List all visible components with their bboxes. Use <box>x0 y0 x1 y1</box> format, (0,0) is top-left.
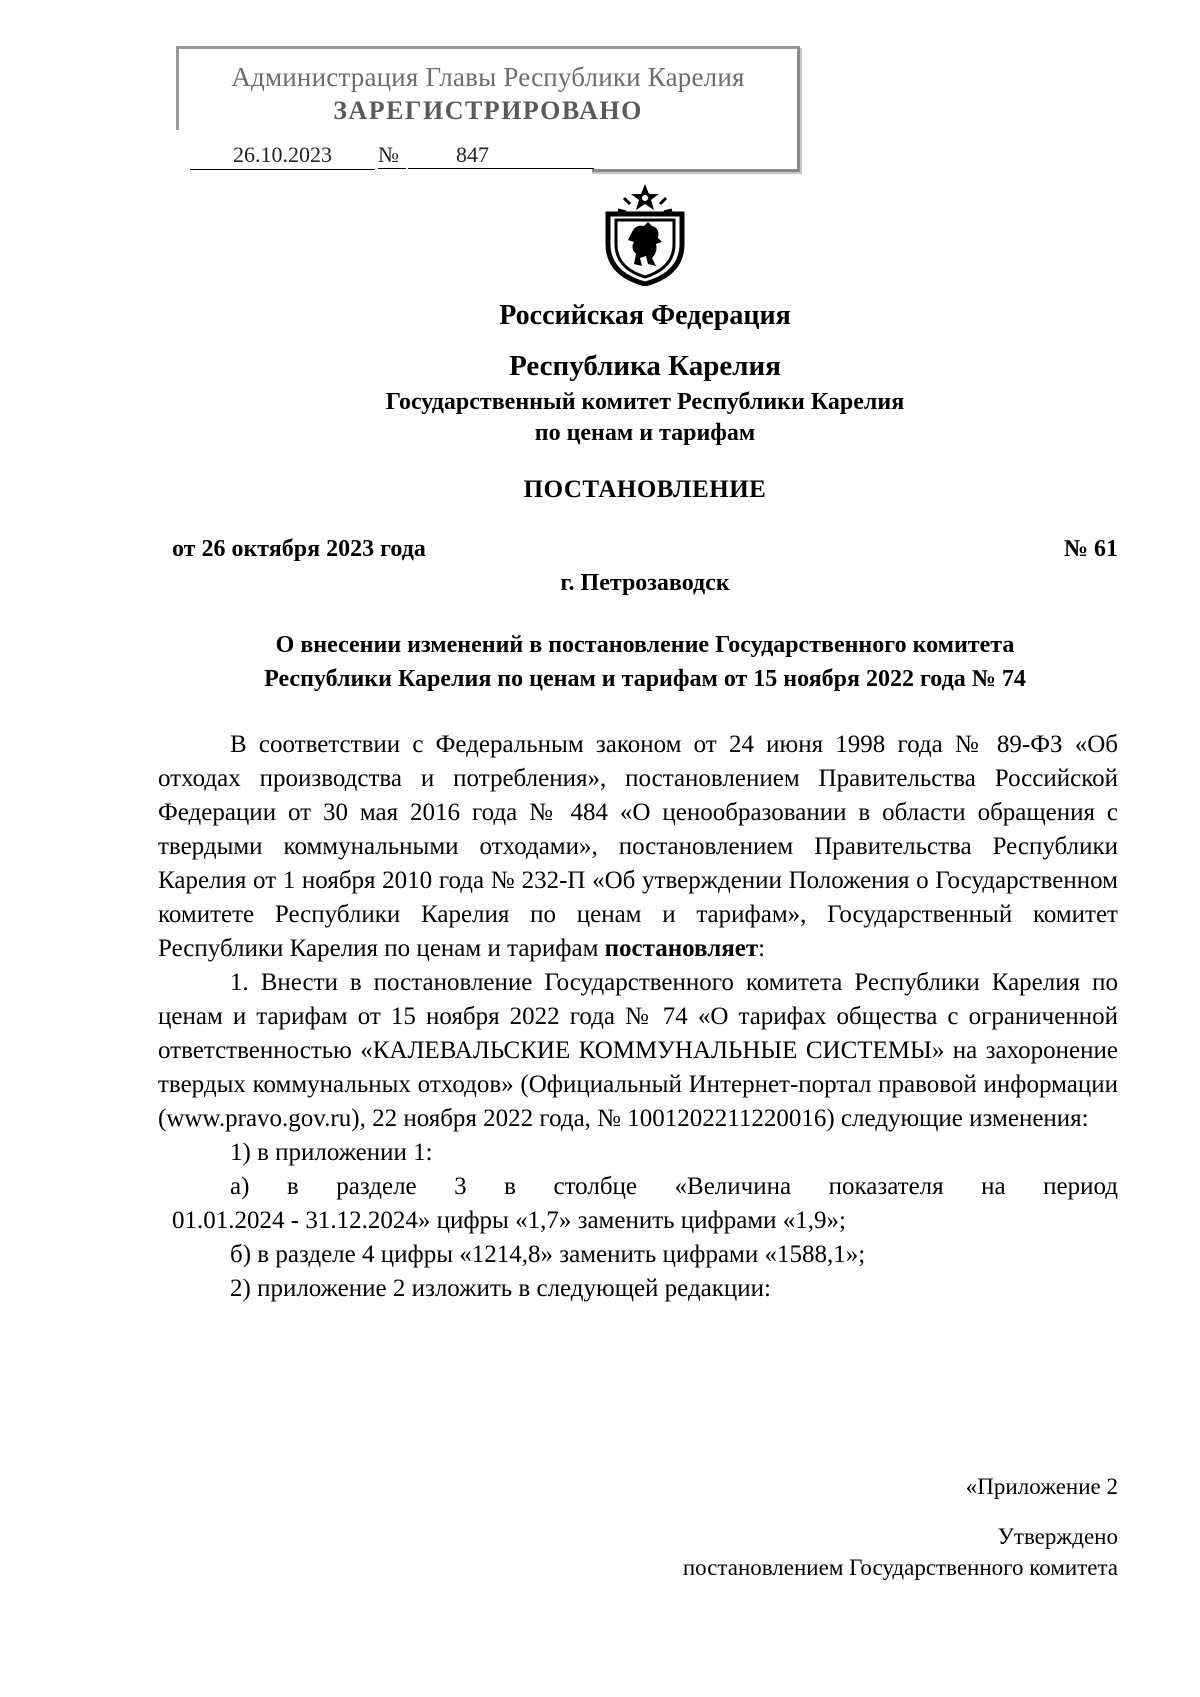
preamble-text: В соответствии с Федеральным законом от 24 июня 1998 года № 89-ФЗ «Об отходах производства и потребления», постановлением Правительства Российской Федерации от 30 мая 2016 года № 484 «О ценообразовании в области обращения с твердыми коммунальными отходами», постановлением Правительства Республики Карелия от 1 ноября 2010 года № 232-П «Об утверждении Положения о Государственном комитете Республики Карелия по ценам и тарифам», Государственный комитет Республики Карелия по ценам и тарифам <box>158 731 1118 962</box>
subitem-2: 2) приложение 2 изложить в следующей редакции: <box>230 1275 771 1302</box>
document-body <box>158 728 1118 1306</box>
stamp-organization: Администрация Главы Республики Карелия <box>231 62 745 92</box>
item-1-paragraph: 1. Внести в постановление Государственного комитета Республики Карелия по ценам и тарифам от 15 ноября 2022 года № 74 «О тарифах общества с ограниченной ответственностью «КАЛЕВАЛЬСКИЕ КОММУНАЛЬНЫЕ СИСТЕМЫ» на захоронение твердых коммунальных отходов» (Официальный Интернет-портал правовой информации (www.pravo.gov.ru), 22 ноября 2022 года, № 1001202211220016) следующие изменения: <box>158 969 1118 1132</box>
document-date: от 26 октября 2023 года <box>172 536 426 562</box>
subitem-1: 1) в приложении 1: <box>230 1139 433 1166</box>
preamble-paragraph <box>158 728 1118 966</box>
document-title-line2: Республики Карелия по ценам и тарифам от 15 ноября 2022 года № 74 <box>264 666 1026 692</box>
document-type: ПОСТАНОВЛЕНИЕ <box>523 476 767 503</box>
subitem-1b: б) в разделе 4 цифры «1214,8» заменить цифрами «1588,1»; <box>230 1241 866 1268</box>
committee-heading-line2: по ценам и тарифам <box>534 420 756 446</box>
preamble-end: : <box>758 935 766 962</box>
registration-number: 847 <box>408 142 594 169</box>
annex-label: «Приложение 2 <box>965 1474 1118 1499</box>
document-city: г. Петрозаводск <box>560 570 730 596</box>
country-heading: Российская Федерация <box>499 300 791 331</box>
committee-heading-line1: Государственный комитет Республики Карелия <box>385 389 905 415</box>
annex-approved-by: постановлением Государственного комитета <box>682 1555 1118 1580</box>
registration-date: 26.10.2023 <box>190 142 375 170</box>
republic-heading: Республика Карелия <box>509 350 781 382</box>
registration-number-label: № <box>378 142 406 169</box>
annex-approved: Утверждено <box>997 1524 1118 1549</box>
document-title-line1: О внесении изменений в постановление Государственного комитета <box>275 632 1015 658</box>
karelia-coat-of-arms-icon <box>600 182 690 286</box>
stamp-status: ЗАРЕГИСТРИРОВАНО <box>333 96 643 125</box>
preamble-keyword: постановляет <box>604 935 759 962</box>
subitem-1a-line2: 01.01.2024 - 31.12.2024» цифры «1,7» заменить цифрами «1,9»; <box>172 1207 846 1234</box>
subitem-1a-line1: а) в разделе 3 в столбце «Величина показателя на период <box>230 1173 1118 1200</box>
document-number: № 61 <box>1063 536 1118 562</box>
